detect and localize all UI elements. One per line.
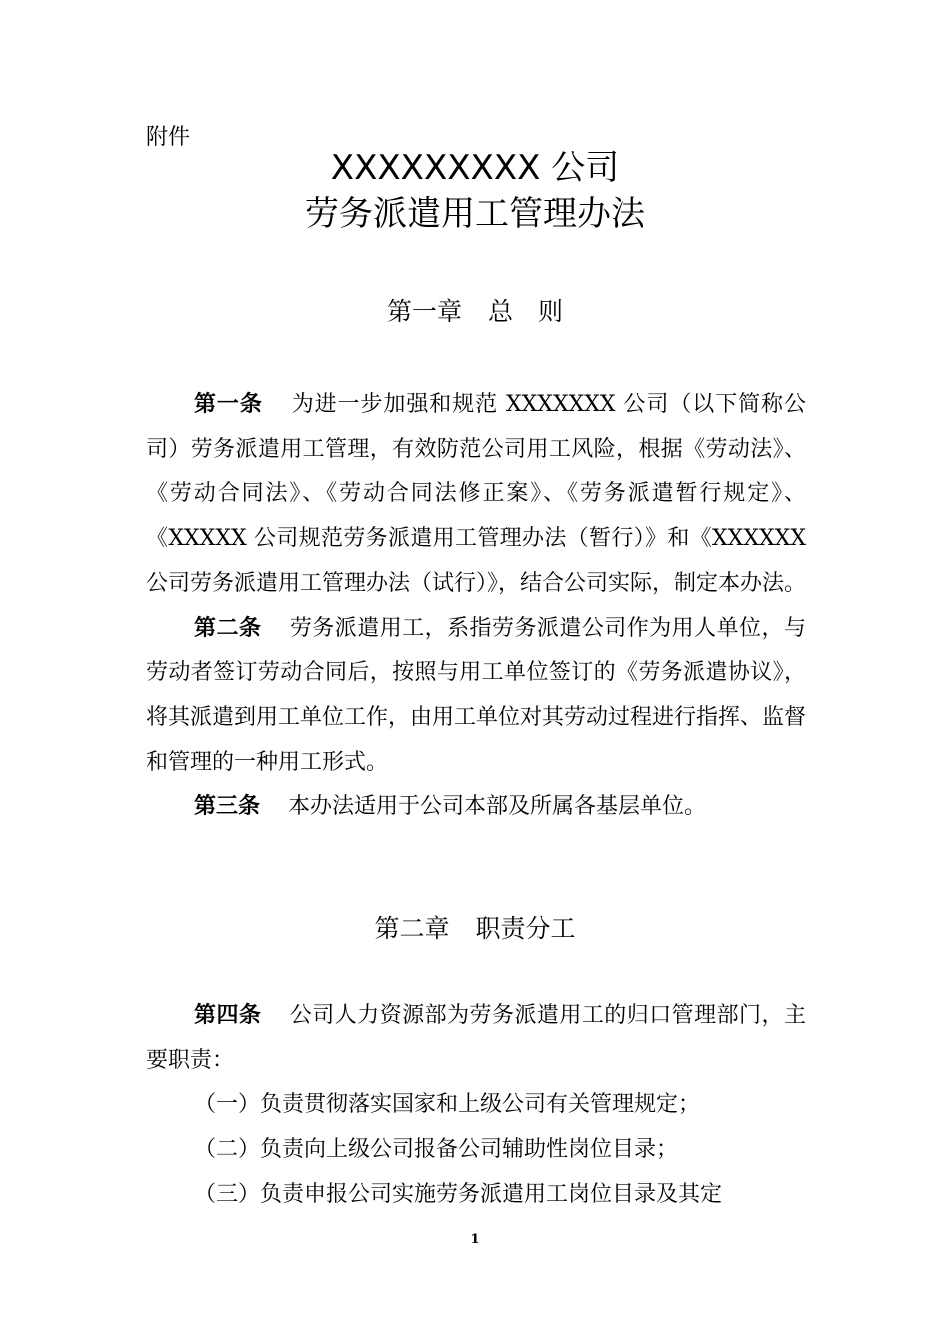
chapter-number: 第二章 — [374, 914, 450, 943]
chapter-heading-1 — [0, 292, 950, 328]
list-item: （三）负责申报公司实施劳务派遣用工岗位目录及其定 — [194, 1181, 723, 1207]
list-item: （二）负责向上级公司报备公司辅助性岗位目录； — [194, 1137, 679, 1163]
article-label: 第四条 — [194, 1003, 262, 1028]
list-item: （一）负责贯彻落实国家和上级公司有关管理规定； — [194, 1092, 701, 1118]
article-text: 公司人力资源部为劳务派遣用工的归口管理部门，主要职责： — [146, 1003, 806, 1073]
chapter-1-body — [146, 383, 806, 830]
article-label: 第三条 — [194, 794, 261, 820]
attachment-label: 附件 — [146, 125, 191, 150]
chapter-2-body — [146, 994, 806, 1218]
chapter-heading-2 — [0, 909, 950, 945]
article-2 — [146, 607, 806, 786]
article-label: 第二条 — [194, 615, 262, 641]
article-text: 劳务派遣用工，系指劳务派遣公司作为用人单位，与劳动者签订劳动合同后，按照与用工单位签订的《劳务派遣协议》，将其派遣到用工单位工作，由用工单位对其劳动过程进行指挥、监督和管理的一种用工形式。 — [146, 615, 807, 775]
article-3 — [146, 785, 806, 830]
chapter-name: 职责分工 — [475, 914, 576, 943]
chapter-number: 第一章 — [386, 297, 462, 326]
article-text: 本办法适用于公司本部及所属各基层单位。 — [288, 794, 707, 820]
article-text: 为进一步加强和规范 XXXXXXX 公司（以下简称公司）劳务派遣用工管理，有效防范公司用工风险，根据《劳动法》、《劳动合同法》、《劳动合同法修正案》、《劳务派遣暂行规定》、《XXXXX 公司规范劳务派遣用工管理办法（暂行）》和《XXXXXX 公司劳务派遣用工管理办法（试行）》，结合公司实际，制定本办法。 — [146, 392, 807, 596]
article-1 — [146, 383, 806, 607]
article-label: 第一条 — [194, 392, 263, 417]
page-number: 1 — [470, 1232, 480, 1247]
document-title-company: XXXXXXXXX 公司 — [330, 148, 620, 188]
article-4 — [146, 994, 806, 1083]
chapter-name: 总 则 — [488, 297, 564, 326]
document-title-main: 劳务派遣用工管理办法 — [305, 194, 645, 234]
